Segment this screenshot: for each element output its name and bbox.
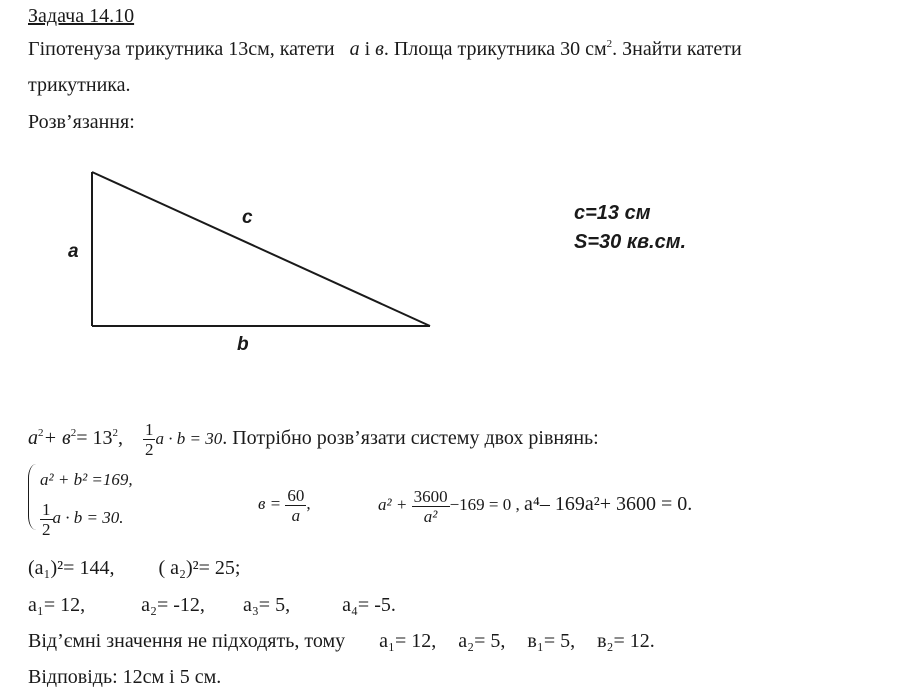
final-a2: a₂= 5, <box>458 630 506 652</box>
var-a: a <box>349 38 360 60</box>
system-fraction-half <box>40 500 53 539</box>
solution-label: Розв’язання: <box>28 111 135 133</box>
quad-frac-den: a² <box>423 506 438 526</box>
label-b: b <box>237 334 249 355</box>
statement-text-2: . Площа трикутника 30 см <box>383 38 607 60</box>
quad-fraction <box>412 487 450 526</box>
sys-frac-num: 1 <box>42 499 51 519</box>
quad-frac-num: 3600 <box>413 486 448 506</box>
quad-rest: −169 = 0 , <box>449 495 520 514</box>
given-s: S=30 кв.см. <box>574 231 687 253</box>
eq-text: . Потрібно розв’язати систему двох рівнянь: <box>222 427 599 449</box>
fraction-half <box>143 420 156 459</box>
b-frac-num: 60 <box>287 485 305 505</box>
quad-lhs: a² + <box>378 495 408 514</box>
root-a3: a₃= 5, <box>242 594 291 616</box>
b-expression <box>258 484 311 525</box>
root-sq-2: ( a₂)²= 25; <box>158 557 241 579</box>
root-a1: a₁= 12, <box>28 594 86 616</box>
and-word: і <box>364 38 371 60</box>
eq-equals-13: = 13 <box>76 427 113 449</box>
frac-num: 1 <box>144 419 154 439</box>
hypotenuse-c <box>92 172 430 326</box>
root-a2: a₂= -12, <box>141 594 205 616</box>
sys-row2-text: a · b = 30. <box>52 508 124 527</box>
roots-squared <box>28 556 240 580</box>
label-a: a <box>68 241 79 262</box>
eq-comma: , <box>117 427 123 449</box>
eq-exp-1: 2 <box>38 427 44 439</box>
final-b2: в₂= 12. <box>597 630 655 652</box>
eq-plus-b: + в <box>43 427 71 449</box>
quartic-equation: a⁴– 169a²+ 3600 = 0. <box>524 493 693 515</box>
final-a1: a₁= 12, <box>379 630 437 652</box>
problem-title: Задача 14.10 <box>28 5 135 27</box>
b-lhs: в = <box>258 494 282 513</box>
root-a4: a₄= -5. <box>342 594 396 616</box>
system-row-2 <box>40 498 123 539</box>
sys-frac-den: 2 <box>42 519 51 539</box>
equation-line-1 <box>28 414 599 463</box>
problem-statement-line-2: трикутника. <box>28 74 131 96</box>
conclusion-line <box>28 629 655 653</box>
frac-den: 2 <box>144 439 154 459</box>
b-frac-den: a <box>291 505 301 525</box>
quadratic-expression <box>378 484 692 526</box>
b-comma: , <box>306 494 311 513</box>
eq-ab-30: a · b = 30 <box>155 429 223 448</box>
given-c: c=13 см <box>574 202 651 224</box>
statement-text-3: . Знайти катети <box>612 38 742 60</box>
label-c: c <box>242 207 253 228</box>
var-b: в <box>375 38 384 60</box>
answer: Відповідь: 12см і 5 см. <box>28 666 222 688</box>
conclusion-text: Від’ємні значення не підходять, тому <box>28 630 346 652</box>
system-brace <box>28 464 39 530</box>
eq-exp-3: 2 <box>112 427 118 439</box>
root-sq-1: (a₁)²= 144, <box>28 557 115 579</box>
system-row-1: a² + b² =169, <box>40 470 133 489</box>
eq-exp-2: 2 <box>70 427 77 439</box>
eq-a: a <box>28 427 38 449</box>
final-b1: в₁= 5, <box>527 630 576 652</box>
b-fraction <box>285 486 306 525</box>
roots-line <box>28 593 396 617</box>
statement-text: Гіпотенуза трикутника 13см, катети <box>28 38 335 60</box>
sq-exponent: 2 <box>606 38 613 50</box>
